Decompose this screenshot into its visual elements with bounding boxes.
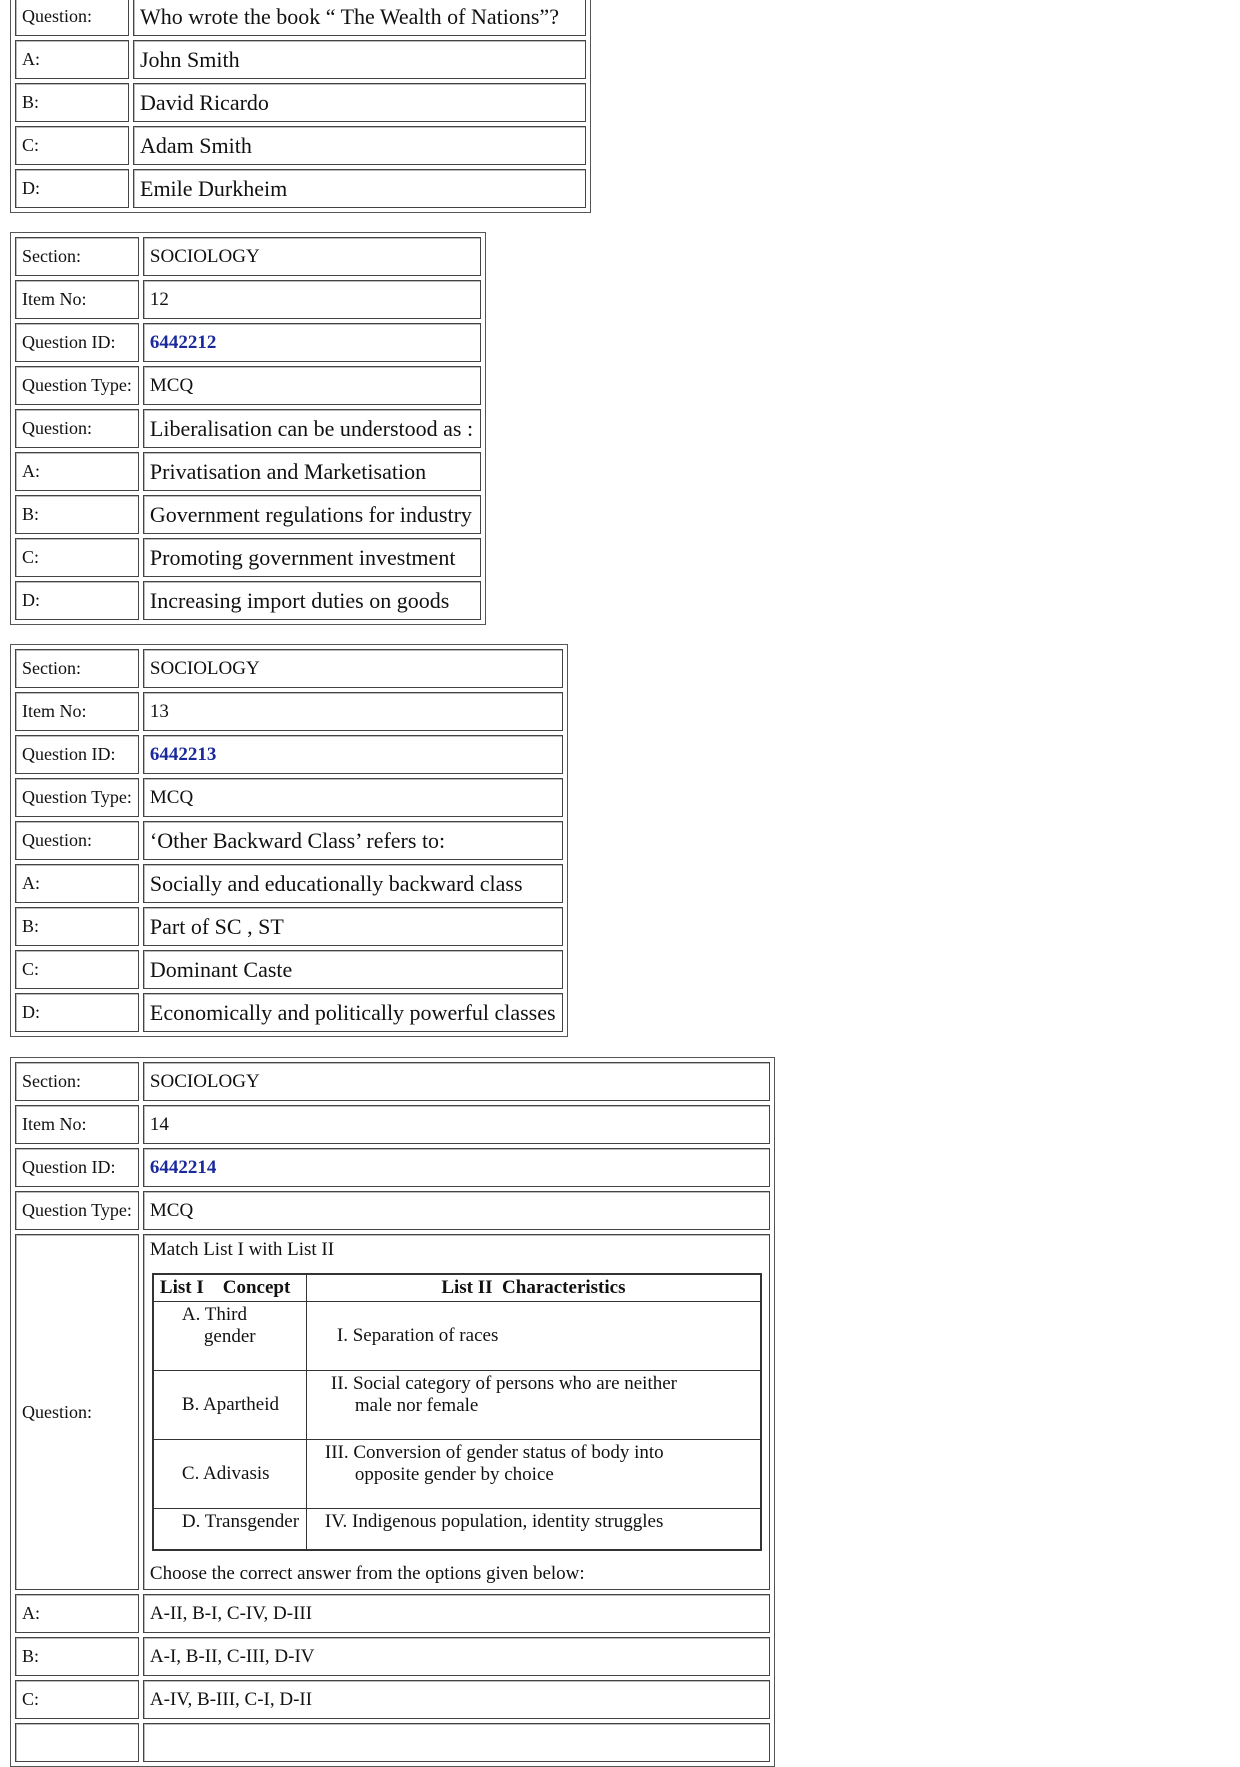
question-label: Question: bbox=[15, 821, 139, 860]
question-type-value: MCQ bbox=[143, 366, 481, 405]
option-label: C: bbox=[15, 538, 139, 577]
list2-item bbox=[306, 1371, 761, 1440]
list1-item-text: D. Transgender bbox=[181, 1511, 300, 1532]
match-row bbox=[153, 1302, 761, 1371]
list2-item-text: I. Separation of races bbox=[336, 1325, 499, 1346]
option-label: B: bbox=[15, 83, 129, 122]
option-text: John Smith bbox=[133, 40, 586, 79]
section-value: SOCIOLOGY bbox=[143, 237, 481, 276]
list1-item bbox=[153, 1440, 307, 1509]
section-value: SOCIOLOGY bbox=[143, 1062, 770, 1101]
list1-subtitle: Concept bbox=[222, 1277, 291, 1298]
match-intro: Match List I with List II bbox=[149, 1239, 335, 1260]
option-row bbox=[15, 169, 586, 208]
option-label: C: bbox=[15, 126, 129, 165]
question-type-value: MCQ bbox=[143, 1191, 770, 1230]
option-text: A-II, B-I, C-IV, D-III bbox=[143, 1594, 770, 1633]
option-text: A-IV, B-III, C-I, D-II bbox=[143, 1680, 770, 1719]
question-block-14 bbox=[10, 1057, 775, 1767]
list1-item bbox=[153, 1371, 307, 1440]
option-text: Dominant Caste bbox=[143, 950, 563, 989]
question-label: Question: bbox=[15, 409, 139, 448]
option-label: A: bbox=[15, 40, 129, 79]
question-id-value: 6442212 bbox=[143, 323, 481, 362]
question-id-label: Question ID: bbox=[15, 323, 139, 362]
match-table bbox=[152, 1273, 762, 1551]
option-label: A: bbox=[15, 864, 139, 903]
option-text-clipped bbox=[143, 1723, 770, 1762]
item-value: 12 bbox=[143, 280, 481, 319]
option-label: B: bbox=[15, 1637, 139, 1676]
match-header bbox=[153, 1274, 761, 1302]
question-text: Who wrote the book “ The Wealth of Nations”? bbox=[133, 0, 586, 36]
item-label: Item No: bbox=[15, 280, 139, 319]
item-value: 13 bbox=[143, 692, 563, 731]
list2-item-text-cont: male nor female bbox=[354, 1395, 479, 1416]
list1-title: List I bbox=[159, 1277, 204, 1298]
section-value: SOCIOLOGY bbox=[143, 649, 563, 688]
list2-item-text-cont: opposite gender by choice bbox=[354, 1464, 554, 1485]
option-text: Privatisation and Marketisation bbox=[143, 452, 481, 491]
section-label: Section: bbox=[15, 237, 139, 276]
option-text: Part of SC , ST bbox=[143, 907, 563, 946]
option-text: A-I, B-II, C-III, D-IV bbox=[143, 1637, 770, 1676]
list2-header bbox=[306, 1274, 761, 1302]
question-row bbox=[15, 0, 586, 36]
list2-subtitle: Characteristics bbox=[502, 1277, 626, 1298]
option-row bbox=[15, 40, 586, 79]
question-text: ‘Other Backward Class’ refers to: bbox=[143, 821, 563, 860]
option-label: B: bbox=[15, 495, 139, 534]
option-text: Adam Smith bbox=[133, 126, 586, 165]
option-label: C: bbox=[15, 1680, 139, 1719]
match-row bbox=[153, 1509, 761, 1551]
question-type-label: Question Type: bbox=[15, 778, 139, 817]
list1-item-text: B. Apartheid bbox=[181, 1394, 280, 1415]
list2-item bbox=[306, 1509, 761, 1551]
question-id-label: Question ID: bbox=[15, 735, 139, 774]
item-label: Item No: bbox=[15, 1105, 139, 1144]
match-row bbox=[153, 1371, 761, 1440]
list2-item-text: IV. Indigenous population, identity struggles bbox=[324, 1511, 664, 1532]
option-row bbox=[15, 83, 586, 122]
option-label: A: bbox=[15, 1594, 139, 1633]
question-type-label: Question Type: bbox=[15, 1191, 139, 1230]
option-label: D: bbox=[15, 993, 139, 1032]
item-value: 14 bbox=[143, 1105, 770, 1144]
option-label: C: bbox=[15, 950, 139, 989]
question-block-13 bbox=[10, 644, 568, 1037]
section-label: Section: bbox=[15, 1062, 139, 1101]
option-row bbox=[15, 126, 586, 165]
list1-item-text: C. Adivasis bbox=[181, 1463, 270, 1484]
question-type-label: Question Type: bbox=[15, 366, 139, 405]
option-text: David Ricardo bbox=[133, 83, 586, 122]
list1-item bbox=[153, 1302, 307, 1371]
option-text: Promoting government investment bbox=[143, 538, 481, 577]
list2-item bbox=[306, 1302, 761, 1371]
question-block-prev bbox=[10, 0, 591, 213]
section-label: Section: bbox=[15, 649, 139, 688]
option-label: A: bbox=[15, 452, 139, 491]
option-text: Increasing import duties on goods bbox=[143, 581, 481, 620]
list2-title: List II bbox=[441, 1277, 493, 1298]
question-id-value: 6442213 bbox=[143, 735, 563, 774]
list1-item-text-cont: gender bbox=[203, 1326, 256, 1347]
option-text: Economically and politically powerful classes bbox=[143, 993, 563, 1032]
match-row bbox=[153, 1440, 761, 1509]
list2-item bbox=[306, 1440, 761, 1509]
question-label: Question: bbox=[15, 0, 129, 36]
list2-item-text: III. Conversion of gender status of body into bbox=[324, 1442, 664, 1463]
option-label: D: bbox=[15, 581, 139, 620]
list2-item-text: II. Social category of persons who are neither bbox=[330, 1373, 677, 1394]
question-label: Question: bbox=[15, 1234, 139, 1590]
list1-item bbox=[153, 1509, 307, 1551]
list1-header bbox=[153, 1274, 307, 1302]
question-body bbox=[143, 1234, 770, 1590]
option-text: Socially and educationally backward class bbox=[143, 864, 563, 903]
question-id-label: Question ID: bbox=[15, 1148, 139, 1187]
option-label-clipped bbox=[15, 1723, 139, 1762]
option-label: D: bbox=[15, 169, 129, 208]
option-text: Government regulations for industry bbox=[143, 495, 481, 534]
question-text: Liberalisation can be understood as : bbox=[143, 409, 481, 448]
item-label: Item No: bbox=[15, 692, 139, 731]
list1-item-text: A. Third bbox=[181, 1304, 247, 1325]
question-type-value: MCQ bbox=[143, 778, 563, 817]
question-block-12 bbox=[10, 232, 486, 625]
question-id-value: 6442214 bbox=[143, 1148, 770, 1187]
option-text: Emile Durkheim bbox=[133, 169, 586, 208]
option-label: B: bbox=[15, 907, 139, 946]
match-outro: Choose the correct answer from the options given below: bbox=[149, 1563, 585, 1584]
